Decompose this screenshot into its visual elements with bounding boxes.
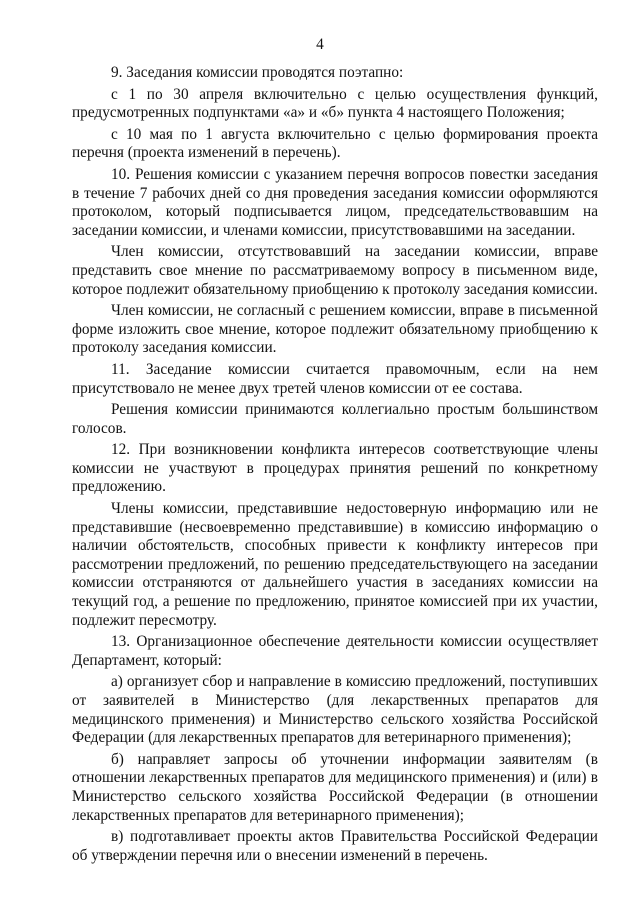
paragraph: 11. Заседание комиссии считается правомочным, если на нем присутствовало не менее двух третей членов комиссии от ее состава. [72,360,598,397]
paragraph: 13. Организационное обеспечение деятельности комиссии осуществляет Департамент, который: [72,633,598,669]
paragraph: а) организует сбор и направление в комиссию предложений, поступивших от заявителей в Министерство (для лекарственных препаратов для медицинского применения) и Министерство сельского хозяйства Российской Федерации (для лекарственных препаратов для ветеринарного применения); [72,673,598,747]
page-number: 4 [316,36,324,53]
paragraph: 12. При возникновении конфликта интересов соответствующие члены комиссии не участвуют в процедурах принятия решений по конкретному предложению. [72,441,598,496]
paragraph: Члены комиссии, представившие недостоверную информацию или не представившие (несвоевременно представившие) в комиссию информацию о наличии обстоятельств, способных привести к конфликту интересов при рассмотрении предложений, по решению председательствующего на заседании комиссии отстраняются от дальнейшего участия в заседаниях комиссии на текущий год, а решение по предложению, принятое комиссией при их участии, подлежит пересмотру. [72,500,598,629]
paragraph: Решения комиссии принимаются коллегиально простым большинством голосов. [72,401,598,437]
paragraph: с 1 по 30 апреля включительно с целью осуществления функций, предусмотренных подпунктами «а» и «б» пункта 4 настоящего Положения; [72,85,598,122]
paragraph: Член комиссии, отсутствовавший на заседании комиссии, вправе представить свое мнение по рассматриваемому вопросу в письменном виде, которое подлежит обязательному приобщению к протоколу заседания комиссии. [72,243,598,298]
paragraph: б) направляет запросы об уточнении информации заявителям (в отношении лекарственных препаратов для медицинского применения) и (или) в Министерство сельского хозяйства Российской Федерации (в отношении лекарственных препаратов для ветеринарного применения); [72,750,598,824]
paragraph: Член комиссии, не согласный с решением комиссии, вправе в письменной форме изложить свое мнение, которое подлежит обязательному приобщению к протоколу заседания комиссии. [72,302,598,357]
paragraph: в) подготавливает проекты актов Правительства Российской Федерации об утверждении перечня или о внесении изменений в перечень. [72,828,598,864]
document-body [72,64,598,868]
paragraph: с 10 мая по 1 августа включительно с целью формирования проекта перечня (проекта изменений в перечень). [72,125,598,162]
paragraph: 10. Решения комиссии с указанием перечня вопросов повестки заседания в течение 7 рабочих дней со дня проведения заседания комиссии оформляются протоколом, который подписывается лицом, председательствовавшим на заседании комиссии, и членами комиссии, присутствовавшими на заседании. [72,165,598,239]
paragraph: 9. Заседания комиссии проводятся поэтапно: [111,64,404,81]
